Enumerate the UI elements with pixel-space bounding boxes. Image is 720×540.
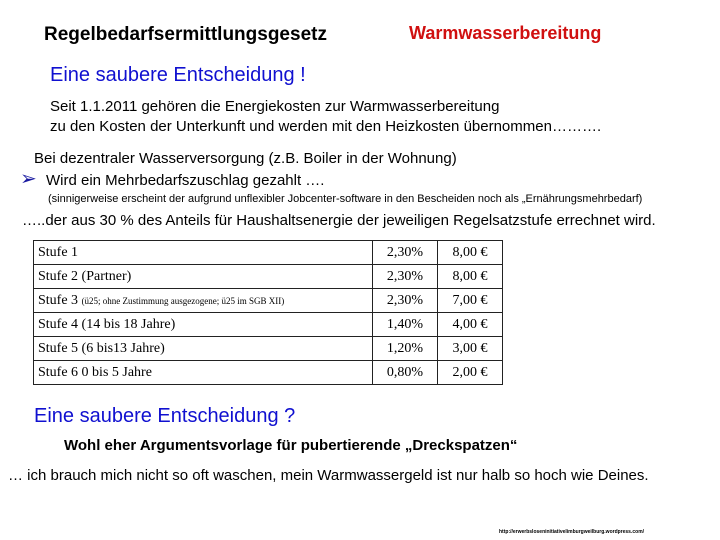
- surcharge-text: Wird ein Mehrbedarfszuschlag gezahlt ….: [46, 172, 325, 189]
- percent-cell: 2,30%: [373, 265, 438, 289]
- table-row: [34, 241, 503, 265]
- percent-cell: 1,40%: [373, 313, 438, 337]
- intro-line-2: zu den Kosten der Unterkunft und werden mit den Heizkosten übernommen……….: [50, 118, 602, 135]
- stufe-cell: [34, 289, 373, 313]
- table-row: [34, 313, 503, 337]
- headline-clean-decision-question: Eine saubere Entscheidung ?: [34, 405, 296, 427]
- quote-text: … ich brauch mich nicht so oft waschen, mein Warmwassergeld ist nur halb so hoch wie Deines.: [8, 467, 649, 484]
- table-row: [34, 265, 503, 289]
- arrow-bullet-icon: ➢: [20, 168, 37, 190]
- percent-cell: 2,30%: [373, 289, 438, 313]
- software-note: (sinnigerweise erscheint der aufgrund unflexibler Jobcenter-software in den Bescheiden noch als „Ernährungsmehrbedarf): [48, 193, 643, 205]
- stufe-cell: Stufe 6 0 bis 5 Jahre: [34, 361, 373, 385]
- percent-cell: 0,80%: [373, 361, 438, 385]
- euro-cell: 8,00 €: [438, 265, 503, 289]
- law-title: Regelbedarfsermittlungsgesetz: [44, 24, 327, 45]
- euro-cell: 7,00 €: [438, 289, 503, 313]
- stufe-cell: Stufe 5 (6 bis13 Jahre): [34, 337, 373, 361]
- euro-cell: 2,00 €: [438, 361, 503, 385]
- rates-table: [33, 240, 503, 385]
- table-row: [34, 361, 503, 385]
- share-text: …..der aus 30 % des Anteils für Haushaltsenergie der jeweiligen Regelsatzstufe errechnet wird.: [22, 212, 656, 229]
- percent-cell: 2,30%: [373, 241, 438, 265]
- table-row: [34, 337, 503, 361]
- headline-clean-decision: Eine saubere Entscheidung !: [50, 64, 306, 86]
- percent-cell: 1,20%: [373, 337, 438, 361]
- stufe-note: (ü25; ohne Zustimmung ausgezogene; ü25 im SGB XII): [81, 295, 285, 306]
- sub-headline: Wohl eher Argumentsvorlage für pubertierende „Dreckspatzen“: [64, 437, 518, 454]
- euro-cell: 8,00 €: [438, 241, 503, 265]
- decentral-supply-text: Bei dezentraler Wasserversorgung (z.B. Boiler in der Wohnung): [34, 150, 457, 167]
- intro-line-1: Seit 1.1.2011 gehören die Energiekosten zur Warmwasserbereitung: [50, 98, 500, 115]
- stufe-cell: Stufe 4 (14 bis 18 Jahre): [34, 313, 373, 337]
- footer-url-link[interactable]: http://erwerbsloseninitiativelimburgweilburg.wordpress.com/: [499, 529, 645, 535]
- table-row: [34, 289, 503, 313]
- stufe-label: Stufe 3: [38, 292, 79, 308]
- euro-cell: 4,00 €: [438, 313, 503, 337]
- euro-cell: 3,00 €: [438, 337, 503, 361]
- topic-title: Warmwasserbereitung: [409, 23, 602, 43]
- stufe-cell: Stufe 2 (Partner): [34, 265, 373, 289]
- stufe-cell: Stufe 1: [34, 241, 373, 265]
